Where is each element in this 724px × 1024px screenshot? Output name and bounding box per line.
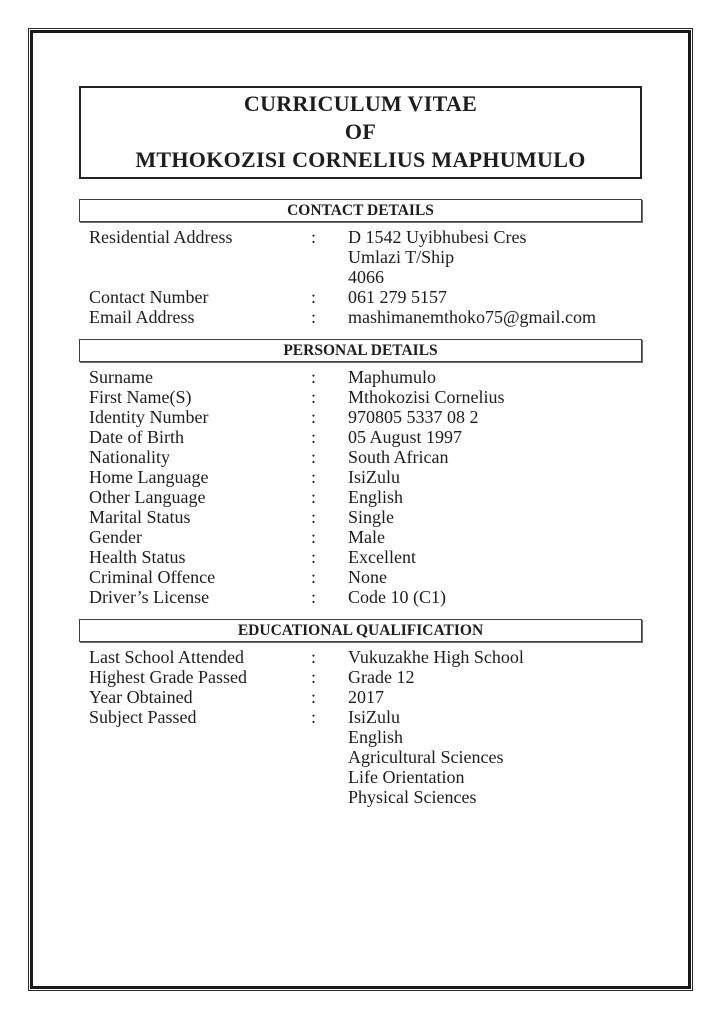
field-row	[89, 567, 642, 587]
field-row	[89, 407, 642, 427]
field-label: Home Language	[89, 467, 209, 487]
field-row	[89, 587, 642, 607]
sections-container	[79, 199, 642, 807]
field-value	[348, 687, 642, 707]
field-value	[348, 647, 642, 667]
section-rows	[79, 362, 642, 607]
field-label: Health Status	[89, 547, 186, 567]
section-heading-box	[79, 619, 642, 642]
field-value	[348, 467, 642, 487]
field-separator: :	[311, 547, 317, 567]
field-value-line: English	[348, 487, 404, 507]
field-row	[89, 367, 642, 387]
field-separator: :	[311, 647, 317, 667]
field-value-line: Life Orientation	[348, 767, 465, 787]
field-separator: :	[311, 307, 317, 327]
field-value-line: Agricultural Sciences	[348, 747, 504, 767]
field-row	[89, 427, 642, 447]
field-row	[89, 507, 642, 527]
field-value-line: 05 August 1997	[348, 427, 463, 447]
field-label: Email Address	[89, 307, 195, 327]
cv-section	[79, 619, 642, 807]
cv-section	[79, 339, 642, 607]
field-value	[348, 367, 642, 387]
field-value	[348, 407, 642, 427]
field-separator: :	[311, 287, 317, 307]
field-value-line: Maphumulo	[348, 367, 436, 387]
field-label: Driver’s License	[89, 587, 210, 607]
field-separator: :	[311, 527, 317, 547]
field-separator: :	[311, 567, 317, 587]
field-label: Nationality	[89, 447, 170, 467]
section-heading: CONTACT DETAILS	[287, 202, 434, 219]
field-row	[89, 447, 642, 467]
field-label: Criminal Offence	[89, 567, 216, 587]
field-value-line: South African	[348, 447, 449, 467]
field-separator: :	[311, 367, 317, 387]
field-value-line: 970805 5337 08 2	[348, 407, 479, 427]
field-row	[89, 287, 642, 307]
field-separator: :	[311, 667, 317, 687]
field-separator: :	[311, 227, 317, 247]
field-separator: :	[311, 447, 317, 467]
field-separator: :	[311, 587, 317, 607]
field-row	[89, 467, 642, 487]
field-row	[89, 227, 642, 287]
field-value	[348, 547, 642, 567]
field-label: Identity Number	[89, 407, 209, 427]
field-row	[89, 687, 642, 707]
cv-title-line-1: CURRICULUM VITAE	[243, 91, 478, 116]
field-value	[348, 427, 642, 447]
field-value	[348, 527, 642, 547]
field-value	[348, 307, 642, 327]
field-label: Surname	[89, 367, 153, 387]
field-value	[348, 507, 642, 527]
field-label: Date of Birth	[89, 427, 184, 447]
page-border-frame-inner	[30, 30, 691, 989]
field-value-line: D 1542 Uyibhubesi Cres	[348, 227, 527, 247]
section-heading-box	[79, 199, 642, 222]
field-separator: :	[311, 407, 317, 427]
field-value-line: Male	[348, 527, 385, 547]
field-label: Last School Attended	[89, 647, 244, 667]
cv-title-line-3: MTHOKOZISI CORNELIUS MAPHUMULO	[135, 147, 586, 172]
field-value-line: Grade 12	[348, 667, 415, 687]
field-row	[89, 527, 642, 547]
field-value-line: Code 10 (C1)	[348, 587, 446, 607]
field-label: Marital Status	[89, 507, 191, 527]
field-separator: :	[311, 427, 317, 447]
document-page	[33, 33, 688, 807]
field-value-line: IsiZulu	[348, 467, 400, 487]
field-value-line: Single	[348, 507, 395, 527]
field-value-line: 4066	[348, 267, 384, 287]
field-label: Highest Grade Passed	[89, 667, 247, 687]
field-label: Residential Address	[89, 227, 233, 247]
cv-section	[79, 199, 642, 327]
field-value-line: Vukuzakhe High School	[348, 647, 524, 667]
section-rows	[79, 642, 642, 807]
field-value-line: Umlazi T/Ship	[348, 247, 455, 267]
field-value	[348, 227, 642, 287]
cv-title-line-2: OF	[344, 119, 377, 144]
field-label: Year Obtained	[89, 687, 193, 707]
field-value	[348, 447, 642, 467]
field-value	[348, 287, 642, 307]
field-value-line: 061 279 5157	[348, 287, 447, 307]
field-row	[89, 667, 642, 687]
field-separator: :	[311, 707, 317, 727]
field-label: Subject Passed	[89, 707, 197, 727]
section-heading: EDUCATIONAL QUALIFICATION	[237, 622, 484, 639]
field-row	[89, 387, 642, 407]
field-label: Contact Number	[89, 287, 209, 307]
field-value-line: Excellent	[348, 547, 416, 567]
section-heading-box	[79, 339, 642, 362]
field-value-line: mashimanemthoko75@gmail.com	[348, 307, 597, 327]
field-value-line: Mthokozisi Cornelius	[348, 387, 505, 407]
field-separator: :	[311, 467, 317, 487]
field-value	[348, 707, 642, 807]
field-value-line: Physical Sciences	[348, 787, 477, 807]
field-value-line: English	[348, 727, 404, 747]
field-separator: :	[311, 487, 317, 507]
field-value	[348, 387, 642, 407]
field-separator: :	[311, 387, 317, 407]
field-row	[89, 307, 642, 327]
field-value-line: 2017	[348, 687, 384, 707]
field-value	[348, 587, 642, 607]
field-separator: :	[311, 507, 317, 527]
field-value-line: None	[348, 567, 387, 587]
field-row	[89, 647, 642, 667]
field-value	[348, 667, 642, 687]
field-separator: :	[311, 687, 317, 707]
field-row	[89, 707, 642, 807]
field-value	[348, 567, 642, 587]
cv-title-box	[79, 86, 642, 179]
field-value	[348, 487, 642, 507]
field-value-line: IsiZulu	[348, 707, 400, 727]
section-rows	[79, 222, 642, 327]
field-label: Gender	[89, 527, 142, 547]
page-border-frame	[28, 28, 693, 991]
field-label: Other Language	[89, 487, 206, 507]
section-heading: PERSONAL DETAILS	[283, 342, 438, 359]
field-label: First Name(S)	[89, 387, 192, 407]
field-row	[89, 487, 642, 507]
field-row	[89, 547, 642, 567]
